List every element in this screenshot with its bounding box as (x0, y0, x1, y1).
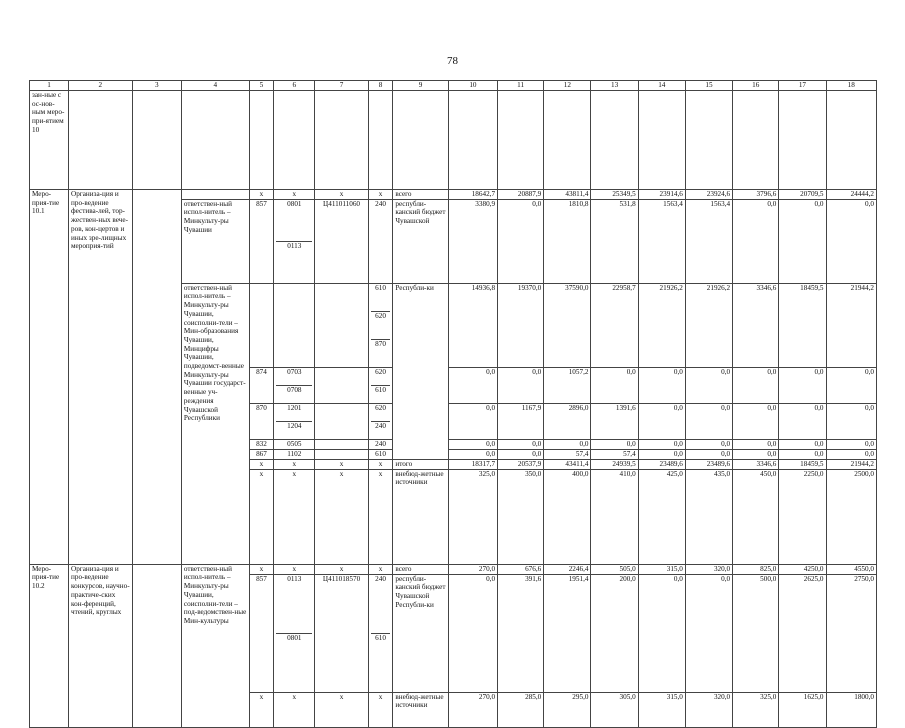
m1-value-2023: 24444,2 (826, 190, 876, 200)
m1-value-2022: 0,0 (779, 367, 826, 403)
m1-value-2019: 0,0 (638, 403, 685, 439)
m1-expense-group-part: 240 (375, 421, 386, 430)
m1-funding-source: всего (393, 190, 448, 200)
m1-expense-group-part: 620 (371, 368, 391, 386)
m1-value-2023: 0,0 (826, 367, 876, 403)
m1-value-2015: 18317,7 (448, 459, 497, 469)
m1-grbs: 874 (249, 367, 274, 403)
m1-executor: ответствен-ный испол-нитель – Минкульту-ры Чувашии, соисполни-тели – Мин-образования Чувашии, Минцифры Чувашии, подведомст-венные Минкульту-ры Чувашии государст-венные уч-реждения Чувашской Республики (181, 283, 249, 564)
m1-value-2017: 37590,0 (544, 283, 591, 367)
m1-section-part: 0113 (287, 241, 302, 250)
m2-value-2020: 320,0 (685, 692, 732, 727)
m1-value-2018: 57,4 (591, 449, 638, 459)
m1-value-2017: 1810,8 (544, 199, 591, 283)
m2-value-2021: 325,0 (733, 692, 779, 727)
m1-value-2023: 21944,2 (826, 283, 876, 367)
header-row (30, 81, 877, 91)
m2-value-2021: 825,0 (733, 564, 779, 574)
m2-section: x (274, 692, 315, 727)
m1-value-2018: 25349,5 (591, 190, 638, 200)
m1-value-2022: 18459,5 (779, 459, 826, 469)
m1-expense-group-part: 870 (375, 339, 386, 348)
m1-target-article (315, 283, 368, 367)
m1-value-2020: 23924,6 (685, 190, 732, 200)
m1-value-2016: 0,0 (498, 367, 544, 403)
m1-value-2020: 0,0 (685, 449, 732, 459)
m1-value-2018: 1391,6 (591, 403, 638, 439)
m2-code: Меро-прия-тие 10.2 (30, 564, 69, 727)
header-col-14: 14 (638, 81, 685, 91)
m1-value-2019: 425,0 (638, 469, 685, 564)
m2-target-article: Ц411018570 (315, 574, 368, 692)
m2-value-2022: 4250,0 (779, 564, 826, 574)
m1-value-2020: 0,0 (685, 403, 732, 439)
m1-expense-group-part: 620 (371, 404, 391, 422)
m2-executor: ответствен-ный испол-нитель – Минкульту-ры Чувашии, соисполни-тели – под-ведомствен-ные Мин-культуры (181, 564, 249, 727)
header-col-7: 7 (315, 81, 368, 91)
m1-value-2015: 3380,9 (448, 199, 497, 283)
m1-value-2020: 435,0 (685, 469, 732, 564)
m2-section-part: 0801 (287, 633, 302, 642)
m2-value-2017: 295,0 (544, 692, 591, 727)
m1-value-2015: 0,0 (448, 403, 497, 439)
m2-section (274, 574, 315, 692)
m1-target-article: Ц411011060 (315, 199, 368, 283)
m1-value-2020: 1563,4 (685, 199, 732, 283)
header-col-13: 13 (591, 81, 638, 91)
m2-funding-source: внебюд-жетные источники (393, 692, 448, 727)
m1-value-2018: 24939,5 (591, 459, 638, 469)
m2-value-2017: 1951,4 (544, 574, 591, 692)
budget-table (29, 80, 877, 728)
m1-value-2018: 410,0 (591, 469, 638, 564)
m1-grbs: x (249, 190, 274, 200)
m1-grbs: 870 (249, 403, 274, 439)
m2-value-2016: 676,6 (498, 564, 544, 574)
m2-value-2023: 1800,0 (826, 692, 876, 727)
header-col-5: 5 (249, 81, 274, 91)
m1-value-2020: 0,0 (685, 367, 732, 403)
m1-grbs: 857 (249, 199, 274, 283)
m1-target-article (315, 449, 368, 459)
m2-value-2015: 270,0 (448, 692, 497, 727)
m1-value-2016: 350,0 (498, 469, 544, 564)
m1-value-2017: 43811,4 (544, 190, 591, 200)
m1-value-2015: 14936,8 (448, 283, 497, 367)
header-col-11: 11 (498, 81, 544, 91)
m1-expense-group: 240 (368, 439, 393, 449)
m1-value-2018: 0,0 (591, 367, 638, 403)
m2-expense-group-part: 610 (375, 633, 386, 642)
m1-row (30, 190, 877, 200)
m1-section (274, 367, 315, 403)
header-col-6: 6 (274, 81, 315, 91)
m1-value-2016: 20537,9 (498, 459, 544, 469)
m1-code: Меро-прия-тие 10.1 (30, 190, 69, 565)
m1-value-2021: 3346,6 (733, 459, 779, 469)
m2-grbs: 857 (249, 574, 274, 692)
m2-value-2016: 391,6 (498, 574, 544, 692)
m2-expense-group-part: 240 (371, 575, 391, 634)
header-col-4: 4 (181, 81, 249, 91)
m1-value-2019: 23914,6 (638, 190, 685, 200)
m1-expense-group: x (368, 190, 393, 200)
m1-funding-source: Республи-ки (393, 283, 448, 459)
m2-name: Организа-ция и про-ведение конкурсов, научно-практиче-ских кон-ференций, чтений, круглых (69, 564, 133, 727)
m1-value-2019: 21926,2 (638, 283, 685, 367)
header-col-10: 10 (448, 81, 497, 91)
m1-value-2021: 3796,6 (733, 190, 779, 200)
m2-value-2015: 0,0 (448, 574, 497, 692)
m1-value-2019: 0,0 (638, 367, 685, 403)
m1-value-2017: 43411,4 (544, 459, 591, 469)
m1-value-2015: 0,0 (448, 439, 497, 449)
m1-section: 0505 (274, 439, 315, 449)
m1-funding-source: республи-канский бюджет Чувашской (393, 199, 448, 283)
header-col-18: 18 (826, 81, 876, 91)
m2-value-2018: 305,0 (591, 692, 638, 727)
header-col-1: 1 (30, 81, 69, 91)
header-col-9: 9 (393, 81, 448, 91)
m1-value-2022: 0,0 (779, 439, 826, 449)
m1-target-article: x (315, 190, 368, 200)
header-col-15: 15 (685, 81, 732, 91)
m2-target-article: x (315, 692, 368, 727)
m1-value-2023: 2500,0 (826, 469, 876, 564)
carry-over-label: зан-ные с ос-нов-ным меро-при-ятием 10 (30, 91, 69, 190)
m2-col3 (132, 564, 181, 727)
m2-value-2015: 270,0 (448, 564, 497, 574)
m2-expense-group: x (368, 692, 393, 727)
m1-value-2022: 0,0 (779, 449, 826, 459)
m1-value-2017: 2896,0 (544, 403, 591, 439)
m1-expense-group: 610 (368, 449, 393, 459)
m2-value-2020: 0,0 (685, 574, 732, 692)
m2-target-article: x (315, 564, 368, 574)
m1-expense-group: 240 (368, 199, 393, 283)
m1-section-part: 0708 (287, 385, 302, 394)
m1-value-2021: 450,0 (733, 469, 779, 564)
m1-value-2021: 0,0 (733, 367, 779, 403)
m1-expense-group-part: 610 (371, 284, 391, 312)
m1-value-2016: 1167,9 (498, 403, 544, 439)
carry-over-row (30, 91, 877, 190)
m1-value-2021: 0,0 (733, 199, 779, 283)
m1-expense-group (368, 367, 393, 403)
m1-section (274, 199, 315, 283)
m1-executor: ответствен-ный испол-нитель – Минкульту-ры Чувашии (181, 199, 249, 283)
m1-section (274, 403, 315, 439)
m2-value-2020: 320,0 (685, 564, 732, 574)
m2-value-2023: 2750,0 (826, 574, 876, 692)
m1-value-2020: 21926,2 (685, 283, 732, 367)
m1-value-2019: 1563,4 (638, 199, 685, 283)
m1-value-2023: 0,0 (826, 439, 876, 449)
m2-value-2021: 500,0 (733, 574, 779, 692)
m1-value-2016: 19370,0 (498, 283, 544, 367)
m1-grbs (249, 283, 274, 367)
m1-value-2017: 400,0 (544, 469, 591, 564)
m1-value-2015: 0,0 (448, 449, 497, 459)
m1-value-2015: 325,0 (448, 469, 497, 564)
m1-section (274, 283, 315, 367)
m1-value-2016: 0,0 (498, 199, 544, 283)
m2-grbs: x (249, 692, 274, 727)
header-col-3: 3 (132, 81, 181, 91)
header-col-8: 8 (368, 81, 393, 91)
m1-target-article (315, 367, 368, 403)
m1-value-2017: 57,4 (544, 449, 591, 459)
m1-grbs: x (249, 459, 274, 469)
m1-value-2019: 0,0 (638, 439, 685, 449)
m1-expense-group-part: 610 (375, 385, 386, 394)
m1-value-2022: 2250,0 (779, 469, 826, 564)
m2-expense-group (368, 574, 393, 692)
m1-value-2016: 0,0 (498, 439, 544, 449)
m1-target-article (315, 403, 368, 439)
m1-expense-group (368, 403, 393, 439)
m1-value-2023: 0,0 (826, 199, 876, 283)
m2-value-2018: 505,0 (591, 564, 638, 574)
m1-value-2022: 20709,5 (779, 190, 826, 200)
m1-target-article: x (315, 469, 368, 564)
m1-value-2022: 0,0 (779, 199, 826, 283)
m2-funding-source: республи-канский бюджет Чувашской Республи-ки (393, 574, 448, 692)
m1-value-2020: 23489,6 (685, 459, 732, 469)
m2-value-2019: 0,0 (638, 574, 685, 692)
m1-name: Организа-ция и про-ведение фестива-лей, тор-жествен-ных вече-ров, кон-цертов и иных зре-лищных мероприя-тий (69, 190, 133, 565)
m1-value-2016: 0,0 (498, 449, 544, 459)
m1-expense-group: x (368, 469, 393, 564)
m1-value-2022: 18459,5 (779, 283, 826, 367)
header-col-17: 17 (779, 81, 826, 91)
m1-funding-source: итого (393, 459, 448, 469)
m1-value-2020: 0,0 (685, 439, 732, 449)
m1-section-part: 0801 (276, 200, 312, 242)
m1-value-2022: 0,0 (779, 403, 826, 439)
m1-expense-group (368, 283, 393, 367)
m1-grbs: x (249, 469, 274, 564)
m2-funding-source: всего (393, 564, 448, 574)
m1-col3 (132, 190, 181, 565)
m1-section-part: 1204 (287, 421, 302, 430)
m1-value-2017: 0,0 (544, 439, 591, 449)
m1-expense-group: x (368, 459, 393, 469)
m1-target-article (315, 439, 368, 449)
m2-value-2019: 315,0 (638, 692, 685, 727)
m2-value-2017: 2246,4 (544, 564, 591, 574)
m2-value-2016: 285,0 (498, 692, 544, 727)
m1-value-2017: 1057,2 (544, 367, 591, 403)
m1-section: x (274, 469, 315, 564)
m1-value-2018: 531,8 (591, 199, 638, 283)
m2-value-2023: 4550,0 (826, 564, 876, 574)
m1-expense-group-part: 620 (371, 311, 391, 339)
m2-value-2018: 200,0 (591, 574, 638, 692)
m1-value-2021: 0,0 (733, 439, 779, 449)
m2-value-2019: 315,0 (638, 564, 685, 574)
m1-value-2019: 0,0 (638, 449, 685, 459)
m1-section: x (274, 190, 315, 200)
m1-grbs: 867 (249, 449, 274, 459)
header-col-16: 16 (733, 81, 779, 91)
header-col-2: 2 (69, 81, 133, 91)
m1-value-2019: 23489,6 (638, 459, 685, 469)
m1-value-2023: 21944,2 (826, 459, 876, 469)
m1-section: x (274, 459, 315, 469)
page-number: 78 (447, 55, 458, 67)
m1-executor (181, 190, 249, 200)
m2-value-2022: 1625,0 (779, 692, 826, 727)
m1-section-part: 0703 (276, 368, 312, 386)
m2-grbs: x (249, 564, 274, 574)
m1-grbs: 832 (249, 439, 274, 449)
m2-section-part: 0113 (276, 575, 312, 634)
m2-value-2022: 2625,0 (779, 574, 826, 692)
m1-section-part: 1201 (276, 404, 312, 422)
m1-value-2021: 0,0 (733, 403, 779, 439)
m1-value-2018: 0,0 (591, 439, 638, 449)
m1-value-2021: 3346,6 (733, 283, 779, 367)
m1-value-2021: 0,0 (733, 449, 779, 459)
m1-value-2018: 22958,7 (591, 283, 638, 367)
m1-target-article: x (315, 459, 368, 469)
m1-funding-source: внебюд-жетные источники (393, 469, 448, 564)
m1-value-2015: 18642,7 (448, 190, 497, 200)
m1-value-2023: 0,0 (826, 403, 876, 439)
m1-value-2015: 0,0 (448, 367, 497, 403)
m2-row (30, 564, 877, 574)
m1-section: 1102 (274, 449, 315, 459)
m1-value-2023: 0,0 (826, 449, 876, 459)
m2-section: x (274, 564, 315, 574)
m1-value-2016: 20887,9 (498, 190, 544, 200)
header-col-12: 12 (544, 81, 591, 91)
m2-expense-group: x (368, 564, 393, 574)
